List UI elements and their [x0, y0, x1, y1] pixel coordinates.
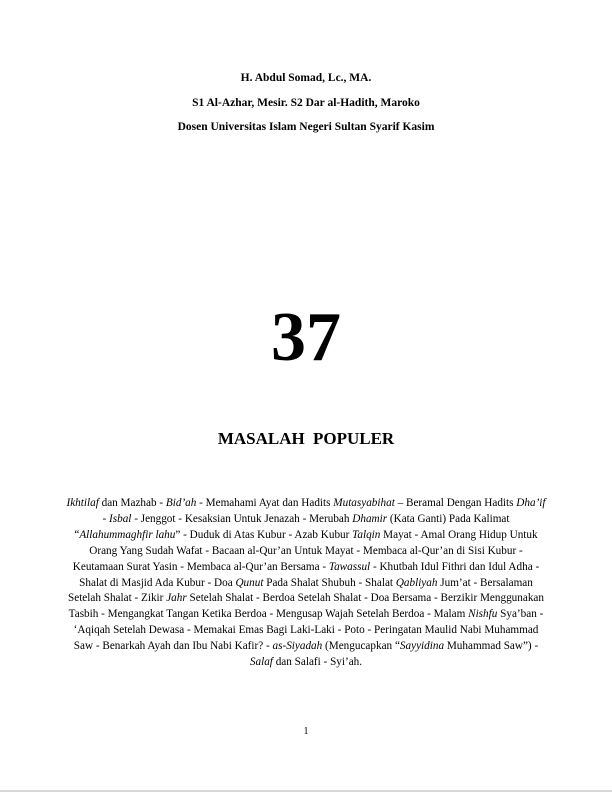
toc-text: Mayat - Amal Orang Hidup Untuk Orang Yang Sudah Wafat - Bacaan al-Qur’an Untuk Mayat - Membaca al-Qur’an di Sisi Kubur - Keutamaan Surat Yasin - Membaca al-Qur’an Bersama -	[72, 528, 538, 573]
toc-italic-term: Allahummaghfir lahu	[79, 528, 176, 541]
toc-italic-term: Qabliyah	[395, 576, 438, 589]
toc-text: ” - Duduk di Atas Kubur - Azab Kubur	[175, 528, 353, 541]
toc-italic-term: Dhamir	[352, 512, 388, 525]
book-title: MASALAH POPULER	[217, 429, 395, 448]
toc-text: – Beramal Dengan Hadits	[394, 497, 517, 509]
toc-text: -	[102, 512, 110, 525]
toc-italic-term: Bid’ah	[165, 497, 197, 509]
toc-text: - Memahami Ayat dan Hadits	[196, 497, 334, 509]
toc-text: (Kata Ganti) Pada Kalimat “	[74, 512, 510, 541]
toc-italic-term: Tawassul	[328, 560, 371, 573]
book-number: 37	[271, 299, 341, 376]
toc-italic-term: Isbal	[109, 512, 132, 525]
toc-text: dan Mazhab -	[98, 497, 166, 509]
toc-text: Muhammad Saw”) -	[444, 640, 539, 653]
page-number: 1	[303, 726, 309, 737]
table-of-contents	[66, 496, 546, 671]
author-block	[0, 66, 612, 140]
toc-italic-term: Nishfu	[468, 608, 498, 621]
toc-text: Pada Shalat Shubuh - Shalat	[263, 576, 396, 589]
author-name: H. Abdul Somad, Lc., MA.	[240, 72, 372, 84]
toc-italic-term: Ikhtilaf	[66, 497, 99, 509]
toc-text: - Jenggot - Kesaksian Untuk Jenazah - Merubah	[131, 512, 353, 525]
toc-italic-term: Talqin	[352, 528, 381, 541]
toc-italic-term: Dha’if	[516, 497, 546, 509]
author-education: S1 Al-Azhar, Mesir. S2 Dar al-Hadith, Maroko	[192, 96, 420, 109]
toc-italic-term: Jahr	[166, 592, 187, 605]
toc-text: dan Salafi - Syi’ah.	[272, 656, 363, 669]
author-position: Dosen Universitas Islam Negeri Sultan Syarif Kasim	[177, 121, 435, 133]
toc-text: Setelah Shalat - Berdoa Setelah Shalat - Doa Bersama - Berzikir Menggunakan Tasbih - Mengangkat Tangan Ketika Berdoa - Mengusap Wajah Setelah Berdoa - Malam	[68, 592, 544, 621]
toc-italic-term: Qunut	[235, 576, 264, 589]
toc-italic-term: Salaf	[249, 656, 273, 669]
toc-text: (Mengucapkan “	[322, 640, 400, 653]
toc-text: - Khutbah Idul Fithri dan Idul Adha - Shalat di Masjid Ada Kubur - Doa	[79, 560, 540, 589]
toc-text: Sya’ban - ‘Aqiqah Setelah Dewasa - Memakai Emas Bagi Laki-Laki - Poto - Peringatan Maulid Nabi Muhammad Saw - Benarkah Ayah dan Ibu Nabi Kafir? -	[73, 608, 544, 653]
toc-text: Jum’at - Bersalaman Setelah Shalat - Zikir	[68, 576, 533, 605]
toc-italic-term: as-Siyadah	[272, 640, 323, 653]
toc-italic-term: Mutasyabihat	[333, 497, 395, 509]
toc-italic-term: Sayyidina	[399, 640, 445, 653]
